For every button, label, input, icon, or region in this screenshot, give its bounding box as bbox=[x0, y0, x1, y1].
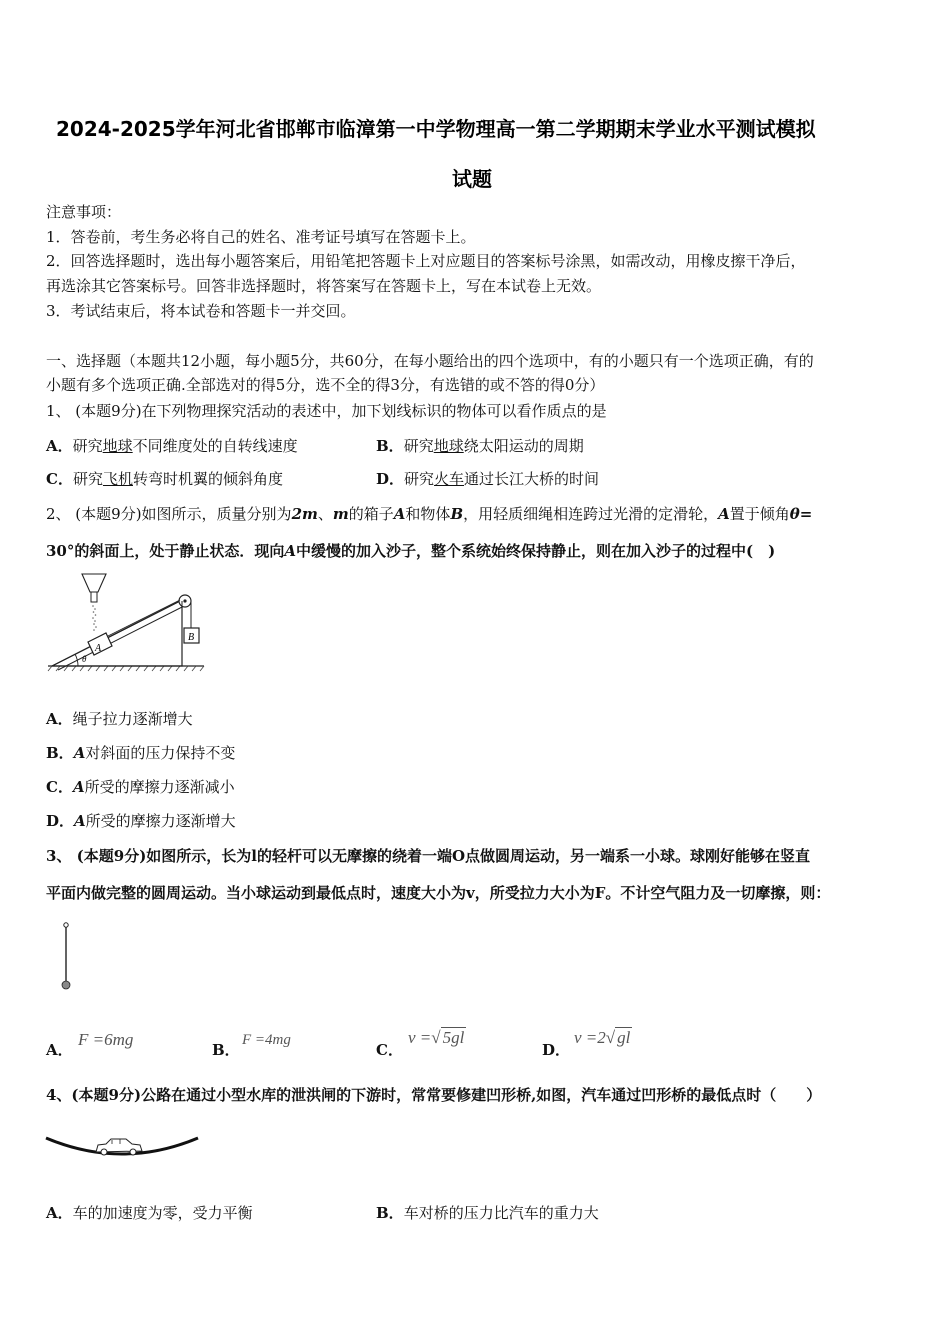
incline-pulley-figure bbox=[44, 570, 209, 675]
question-3-stem-continued: 平面内做完整的圆周运动。当小球运动到最低点时，速度大小为v，所受拉力大小为F。不计空气阻力及一切摩擦，则： bbox=[46, 884, 831, 902]
page-title-continued: 试题 bbox=[452, 167, 492, 191]
notice-item: 1．答卷前，考生务必将自己的姓名、准考证号填写在答题卡上。 bbox=[46, 228, 476, 246]
question-4-stem: 4、(本题9分)公路在通过小型水库的泄洪闸的下游时，常常要修建凹形桥,如图，汽车通过凹形桥的最低点时（ ） bbox=[46, 1086, 822, 1104]
q4-option-b: B．车对桥的压力比汽车的重力大 bbox=[376, 1204, 599, 1222]
q3-option-c-formula: v =√ 5gl bbox=[408, 1028, 465, 1047]
q1-option-a: A．研究地球不同维度处的自转线速度 bbox=[46, 437, 298, 455]
label-b: B bbox=[188, 632, 195, 643]
question-2-stem: 2、 (本题9分)如图所示，质量分别为2m、m的箱子A和物体B，用轻质细绳相连跨过光滑的定滑轮，A置于倾角θ= bbox=[46, 505, 813, 523]
q3-option-b-formula: F =4mg bbox=[242, 1032, 291, 1048]
label-a: A bbox=[95, 643, 102, 654]
section-heading: 一、选择题（本题共12小题，每小题5分，共60分，在每小题给出的四个选项中，有的小题只有一个选项正确，有的 bbox=[46, 352, 814, 370]
q1-option-b: B．研究地球绕太阳运动的周期 bbox=[376, 437, 584, 455]
q3-option-a-formula: F =6mg bbox=[78, 1030, 134, 1049]
page-title: 2024-2025学年河北省邯郸市临漳第一中学物理高一第二学期期末学业水平测试模拟 bbox=[56, 117, 816, 141]
q4-option-a: A．车的加速度为零，受力平衡 bbox=[46, 1204, 253, 1222]
question-2-stem-continued: 30°的斜面上，处于静止状态．现向A中缓慢的加入沙子，整个系统始终保持静止，则在加入沙子的过程中( ) bbox=[46, 542, 776, 560]
q3-option-b-letter: B． bbox=[212, 1041, 240, 1059]
q3-option-d-letter: D． bbox=[542, 1041, 571, 1059]
notice-item: 2．回答选择题时，选出每小题答案后，用铅笔把答题卡上对应题目的答案标号涂黑，如需改动，用橡皮擦干净后， bbox=[46, 252, 806, 270]
question-1-stem: 1、 (本题9分)在下列物理探究活动的表述中，加下划线标识的物体可以看作质点的是 bbox=[46, 402, 607, 420]
notice-item: 再选涂其它答案标号。回答非选择题时，将答案写在答题卡上，写在本试卷上无效。 bbox=[46, 277, 602, 295]
label-theta: θ bbox=[82, 654, 87, 664]
q2-option-b: B．A对斜面的压力保持不变 bbox=[46, 744, 236, 762]
notice-item: 3．考试结束后，将本试卷和答题卡一并交回。 bbox=[46, 302, 356, 320]
notice-heading: 注意事项： bbox=[46, 203, 122, 221]
question-3-stem: 3、 (本题9分)如图所示，长为l的轻杆可以无摩擦的绕着一端O点做圆周运动，另一端系一小球。球刚好能够在竖直 bbox=[46, 847, 811, 865]
rod-ball-figure bbox=[56, 920, 76, 992]
q2-option-c: C．A所受的摩擦力逐渐减小 bbox=[46, 778, 235, 796]
section-heading-continued: 小题有多个选项正确.全部选对的得5分，选不全的得3分，有选错的或不答的得0分） bbox=[46, 376, 605, 394]
q2-option-a: A．绳子拉力逐渐增大 bbox=[46, 710, 193, 728]
q3-option-a-letter: A． bbox=[46, 1041, 73, 1059]
q3-option-c-letter: C． bbox=[376, 1041, 403, 1059]
concave-bridge-figure bbox=[44, 1128, 200, 1162]
q1-option-d: D．研究火车通过长江大桥的时间 bbox=[376, 470, 600, 488]
q3-option-d-formula: v =2√ gl bbox=[574, 1028, 631, 1047]
q2-option-d: D．A所受的摩擦力逐渐增大 bbox=[46, 812, 236, 830]
q1-option-c: C．研究飞机转弯时机翼的倾斜角度 bbox=[46, 470, 283, 488]
